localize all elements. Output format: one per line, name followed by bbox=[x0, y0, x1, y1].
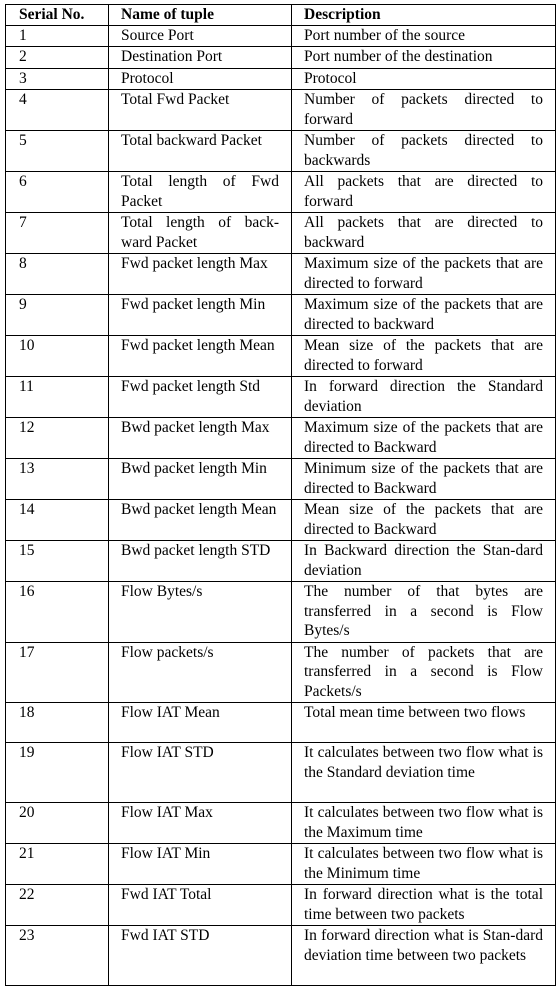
cell-serial-no: 21 bbox=[6, 844, 109, 885]
cell-description: In forward direction the Standard deviation bbox=[292, 377, 556, 418]
table-row bbox=[6, 803, 556, 844]
header-name-of-tuple: Name of tuple bbox=[109, 5, 292, 26]
cell-tuple-name: Bwd packet length Min bbox=[109, 459, 292, 500]
table-row bbox=[6, 377, 556, 418]
cell-description: All packets that are directed to backward bbox=[292, 213, 556, 254]
cell-description: Mean size of the packets that are directed to forward bbox=[292, 336, 556, 377]
cell-description: It calculates between two flow what is the Minimum time bbox=[292, 844, 556, 885]
table-row bbox=[6, 254, 556, 295]
cell-serial-no: 18 bbox=[6, 703, 109, 743]
table-row bbox=[6, 295, 556, 336]
cell-description: The number of that bytes are transferred in a second is Flow Bytes/s bbox=[292, 582, 556, 643]
cell-description: It calculates between two flow what is the Standard deviation time bbox=[292, 743, 556, 803]
cell-tuple-name: Total length of Fwd Packet bbox=[109, 172, 292, 213]
cell-tuple-name: Fwd packet length Min bbox=[109, 295, 292, 336]
cell-serial-no: 16 bbox=[6, 582, 109, 643]
cell-description: In forward direction what is the total time between two packets bbox=[292, 885, 556, 926]
cell-description: All packets that are directed to forward bbox=[292, 172, 556, 213]
table-row bbox=[6, 844, 556, 885]
cell-serial-no: 23 bbox=[6, 926, 109, 986]
cell-serial-no: 4 bbox=[6, 90, 109, 131]
cell-description: Number of packets directed to backwards bbox=[292, 131, 556, 172]
cell-serial-no: 14 bbox=[6, 500, 109, 541]
cell-serial-no: 6 bbox=[6, 172, 109, 213]
cell-serial-no: 3 bbox=[6, 68, 109, 90]
cell-description: Minimum size of the packets that are directed to Backward bbox=[292, 459, 556, 500]
cell-tuple-name: Total backward Packet bbox=[109, 131, 292, 172]
cell-serial-no: 15 bbox=[6, 541, 109, 582]
cell-serial-no: 22 bbox=[6, 885, 109, 926]
cell-tuple-name: Fwd packet length Mean bbox=[109, 336, 292, 377]
table-row bbox=[6, 926, 556, 986]
table-row bbox=[6, 25, 556, 47]
header-description: Description bbox=[292, 5, 556, 26]
cell-description: Maximum size of the packets that are directed to Backward bbox=[292, 418, 556, 459]
cell-description: Total mean time between two flows bbox=[292, 703, 556, 743]
cell-tuple-name: Flow Bytes/s bbox=[109, 582, 292, 643]
cell-tuple-name: Fwd IAT Total bbox=[109, 885, 292, 926]
cell-tuple-name: Total length of back-ward Packet bbox=[109, 213, 292, 254]
cell-serial-no: 12 bbox=[6, 418, 109, 459]
cell-tuple-name: Bwd packet length STD bbox=[109, 541, 292, 582]
cell-tuple-name: Fwd packet length Std bbox=[109, 377, 292, 418]
cell-description: Port number of the source bbox=[292, 25, 556, 47]
table-row bbox=[6, 336, 556, 377]
cell-tuple-name: Source Port bbox=[109, 25, 292, 47]
table-row bbox=[6, 90, 556, 131]
cell-tuple-name: Bwd packet length Max bbox=[109, 418, 292, 459]
cell-tuple-name: Fwd packet length Max bbox=[109, 254, 292, 295]
feature-table bbox=[5, 4, 556, 986]
table-row bbox=[6, 541, 556, 582]
table-row bbox=[6, 172, 556, 213]
cell-serial-no: 2 bbox=[6, 47, 109, 69]
cell-description: Port number of the destination bbox=[292, 47, 556, 69]
table-row bbox=[6, 47, 556, 69]
table-row bbox=[6, 459, 556, 500]
table-row bbox=[6, 885, 556, 926]
cell-tuple-name: Fwd IAT STD bbox=[109, 926, 292, 986]
cell-description: Maximum size of the packets that are directed to backward bbox=[292, 295, 556, 336]
cell-serial-no: 9 bbox=[6, 295, 109, 336]
cell-tuple-name: Protocol bbox=[109, 68, 292, 90]
cell-serial-no: 10 bbox=[6, 336, 109, 377]
table-row bbox=[6, 68, 556, 90]
cell-description: The number of packets that are transferred in a second is Flow Packets/s bbox=[292, 642, 556, 703]
cell-serial-no: 7 bbox=[6, 213, 109, 254]
cell-serial-no: 19 bbox=[6, 743, 109, 803]
table-row bbox=[6, 418, 556, 459]
header-row bbox=[6, 5, 556, 26]
cell-tuple-name: Flow IAT STD bbox=[109, 743, 292, 803]
cell-description: In Backward direction the Stan-dard deviation bbox=[292, 541, 556, 582]
cell-serial-no: 5 bbox=[6, 131, 109, 172]
cell-tuple-name: Total Fwd Packet bbox=[109, 90, 292, 131]
cell-tuple-name: Bwd packet length Mean bbox=[109, 500, 292, 541]
table-row bbox=[6, 642, 556, 703]
table-body bbox=[6, 25, 556, 986]
table-row bbox=[6, 500, 556, 541]
table-row bbox=[6, 582, 556, 643]
table-header bbox=[6, 5, 556, 26]
cell-serial-no: 13 bbox=[6, 459, 109, 500]
cell-serial-no: 1 bbox=[6, 25, 109, 47]
table-row bbox=[6, 743, 556, 803]
cell-description: In forward direction what is Stan-dard deviation time between two packets bbox=[292, 926, 556, 986]
cell-tuple-name: Flow packets/s bbox=[109, 642, 292, 703]
table-row bbox=[6, 131, 556, 172]
cell-description: Number of packets directed to forward bbox=[292, 90, 556, 131]
cell-tuple-name: Flow IAT Mean bbox=[109, 703, 292, 743]
cell-tuple-name: Destination Port bbox=[109, 47, 292, 69]
cell-description: Mean size of the packets that are directed to Backward bbox=[292, 500, 556, 541]
table-row bbox=[6, 213, 556, 254]
cell-description: It calculates between two flow what is the Maximum time bbox=[292, 803, 556, 844]
cell-tuple-name: Flow IAT Max bbox=[109, 803, 292, 844]
cell-serial-no: 17 bbox=[6, 642, 109, 703]
cell-serial-no: 8 bbox=[6, 254, 109, 295]
cell-description: Protocol bbox=[292, 68, 556, 90]
cell-serial-no: 11 bbox=[6, 377, 109, 418]
table-row bbox=[6, 703, 556, 743]
cell-serial-no: 20 bbox=[6, 803, 109, 844]
cell-tuple-name: Flow IAT Min bbox=[109, 844, 292, 885]
cell-description: Maximum size of the packets that are directed to forward bbox=[292, 254, 556, 295]
header-serial-no: Serial No. bbox=[6, 5, 109, 26]
